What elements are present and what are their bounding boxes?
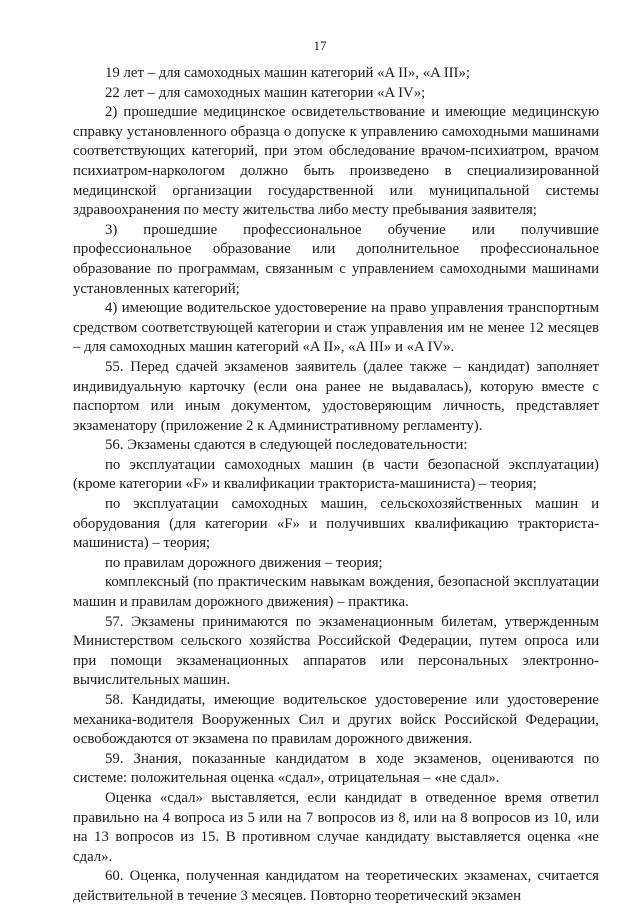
paragraph-55: 55. Перед сдачей экзаменов заявитель (далее также – кандидат) заполняет индивидуальную карточку (если она ранее не выдавалась), которую вместе с паспортом или иным документом, удостоверяющим личность, представляет экзаменатору (приложение 2 к Административному регламенту). [73,358,599,434]
paragraph-60: 60. Оценка, полученная кандидатом на теоретических экзаменах, считается действительной в течение 3 месяцев. Повторно теоретический экзамен [73,868,599,904]
paragraph-exam-practical: комплексный (по практическим навыкам вождения, безопасной эксплуатации машин и правилам дорожного движения) – практика. [73,574,599,611]
paragraph-59-grading: Оценка «сдал» выставляется, если кандидат в отведенное время ответил правильно на 4 вопроса из 5 или на 7 вопросов из 8, или на 8 вопросов из 10, или на 13 вопросов из 15. В противном случае кандидату выставляется оценка «не сдал». [73,789,599,865]
paragraph-57: 57. Экзамены принимаются по экзаменационным билетам, утвержденным Министерством сельского хозяйства Российской Федерации, путем опроса или при помощи экзаменационных аппаратов или персональных электронно-вычислительных машин. [73,613,599,689]
paragraph-age-19: 19 лет – для самоходных машин категорий «A II», «A III»; [105,65,470,81]
page-number: 17 [313,38,327,53]
paragraph-exam-agricultural: по эксплуатации самоходных машин, сельскохозяйственных машин и оборудования (для категории «F» и получивших квалификацию тракториста-машиниста) – теория; [73,496,599,552]
paragraph-59: 59. Знания, показанные кандидатом в ходе экзаменов, оцениваются по системе: положительная оценка «сдал», отрицательная – «не сдал». [73,750,599,787]
paragraph-exam-traffic-rules: по правилам дорожного движения – теория; [105,554,383,571]
paragraph-item-4-license: 4) имеющие водительское удостоверение на право управления транспортным средством соответствующей категории и стаж управления им не менее 12 месяцев – для самоходных машин категорий «A II», «A III» и «A IV». [73,300,599,356]
paragraph-58: 58. Кандидаты, имеющие водительское удостоверение или удостоверение механика-водителя Вооруженных Сил и других войск Российской Федерации, освобождаются от экзамена по правилам дорожного движения. [73,692,599,748]
paragraph-age-22: 22 лет – для самоходных машин категории «A IV»; [105,84,426,101]
paragraph-56: 56. Экзамены сдаются в следующей последовательности: [105,437,468,454]
paragraph-item-3-training: 3) прошедшие профессиональное обучение или получившие профессиональное образование или дополнительное профессиональное образование по программам, связанным с управлением самоходными машинами установленных категорий; [73,221,599,297]
paragraph-item-2-medical: 2) прошедшие медицинское освидетельствование и имеющие медицинскую справку установленного образца о допуске к управлению самоходными машинами соответствующих категорий, при этом обследование врачом-психиатром, врачом психиатром-наркологом должно быть произведено в специализированной медицинской организации государственной или муниципальной системы здравоохранения по месту жительства либо месту пребывания заявителя; [73,104,599,219]
paragraph-exam-exploitation: по эксплуатации самоходных машин (в части безопасной эксплуатации) (кроме категории «F» и квалификации тракториста-машиниста) – теория; [73,456,599,493]
document-body [73,64,599,907]
